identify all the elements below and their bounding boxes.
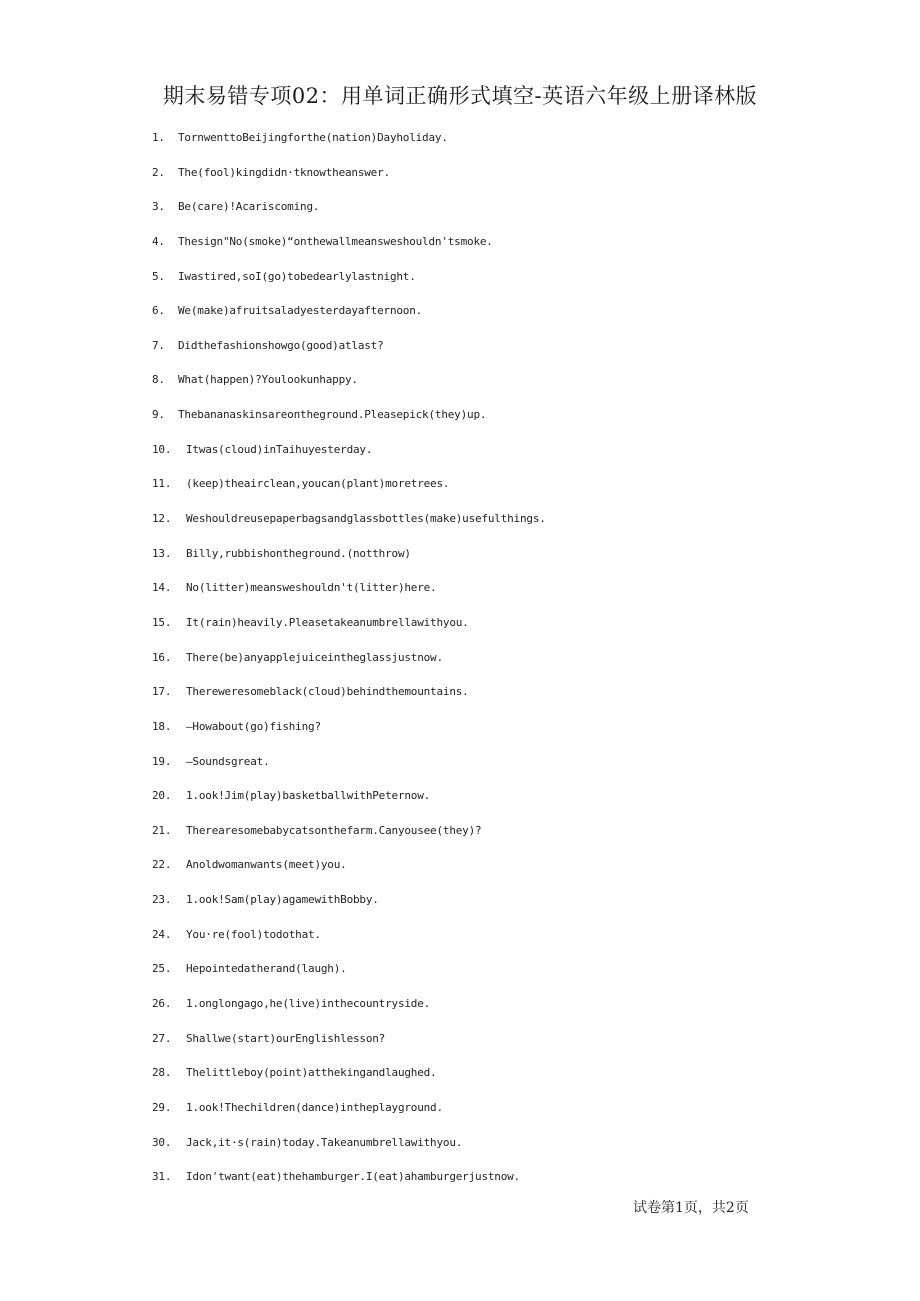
question-text: Thelittleboy(point)atthekingandlaughed. [186, 1066, 437, 1080]
page-footer: 试卷第1页，共2页 [633, 1200, 749, 1216]
question-text: Thesign"No(smoke)“onthewallmeansweshouldn'tsmoke. [178, 234, 493, 248]
question-number: 27. [152, 1031, 172, 1045]
question-number: 7. [152, 338, 165, 352]
question-number: 6. [152, 304, 165, 318]
question-text: TornwenttoBeijingforthe(nation)Dayholiday. [178, 131, 448, 144]
question-number: 29. [152, 1100, 172, 1114]
question-item [152, 443, 546, 478]
question-text: Hepointedatherand(laugh). [186, 962, 347, 976]
question-number: 1. [152, 131, 165, 144]
question-item [152, 373, 546, 408]
question-number: 3. [152, 200, 165, 214]
question-text: Iwastired,soI(go)tobedearlylastnight. [178, 269, 416, 283]
question-text: Billy,rubbishontheground.(notthrow) [186, 546, 411, 560]
question-item [152, 962, 546, 997]
question-item [152, 1032, 546, 1067]
question-item [152, 1066, 546, 1101]
question-text: Be(care)!Acariscoming. [178, 200, 320, 214]
question-number: 30. [152, 1135, 172, 1149]
question-text: 1.ook!Jim(play)basketballwithPeternow. [186, 789, 431, 803]
question-number: 16. [152, 650, 172, 664]
question-text: The(fool)kingdidn·tknowtheanswer. [178, 165, 390, 179]
question-text: Weshouldreusepaperbagsandglassbottles(make)usefulthings. [186, 512, 546, 526]
question-number: 10. [152, 442, 172, 456]
question-number: 8. [152, 373, 165, 387]
question-text: —Soundsgreat. [186, 754, 270, 768]
question-number: 25. [152, 962, 172, 976]
question-text: We(make)afruitsaladyesterdayafternoon. [178, 304, 423, 318]
question-number: 4. [152, 234, 165, 248]
question-text: There(be)anyapplejuiceintheglassjustnow. [186, 650, 443, 664]
question-item [152, 651, 546, 686]
question-item [152, 131, 546, 166]
question-number: 28. [152, 1066, 172, 1080]
question-text: Jack,it·s(rain)today.Takeanumbrellawithyou. [186, 1135, 463, 1149]
question-text: Therearesomebabycatsonthefarm.Canyousee(they)? [186, 823, 482, 837]
question-number: 12. [152, 512, 172, 526]
question-number: 2. [152, 165, 165, 179]
question-number: 14. [152, 581, 172, 595]
question-number: 13. [152, 546, 172, 560]
question-text: 1.ook!Sam(play)agamewithBobby. [186, 893, 379, 907]
question-item [152, 893, 546, 928]
question-item [152, 547, 546, 582]
page-title: 期末易错专项02：用单词正确形式填空-英语六年级上册译林版 [162, 84, 758, 108]
question-item [152, 477, 546, 512]
question-item [152, 789, 546, 824]
question-item [152, 1136, 546, 1171]
question-text: —Howabout(go)fishing? [186, 719, 321, 733]
question-number: 9. [152, 408, 165, 422]
question-number: 26. [152, 997, 172, 1011]
question-number: 31. [152, 1170, 172, 1184]
question-number: 18. [152, 719, 172, 733]
question-item [152, 685, 546, 720]
question-text: It(rain)heavily.Pleasetakeanumbrellawithyou. [186, 615, 469, 629]
question-text: You·re(fool)todothat. [186, 927, 321, 941]
question-number: 5. [152, 269, 165, 283]
question-item [152, 997, 546, 1032]
question-text: (keep)theairclean,youcan(plant)moretrees. [186, 477, 450, 491]
question-item [152, 339, 546, 374]
question-number: 11. [152, 477, 172, 491]
question-text: Itwas(cloud)inTaihuyesterday. [186, 442, 373, 456]
question-text: Idon'twant(eat)thehamburger.I(eat)ahamburgerjustnow. [186, 1170, 520, 1184]
question-text: 1.ook!Thechildren(dance)intheplayground. [186, 1100, 443, 1114]
question-item [152, 166, 546, 201]
question-list [152, 131, 546, 1205]
question-item [152, 200, 546, 235]
question-item [152, 928, 546, 963]
question-item [152, 512, 546, 547]
question-text: What(happen)?Youlookunhappy. [178, 373, 358, 387]
question-item [152, 304, 546, 339]
question-number: 23. [152, 893, 172, 907]
question-text: Anoldwomanwants(meet)you. [186, 858, 347, 872]
question-item [152, 858, 546, 893]
question-text: No(litter)meansweshouldn't(litter)here. [186, 581, 437, 595]
question-text: Didthefashionshowgo(good)atlast? [178, 338, 384, 352]
question-number: 24. [152, 927, 172, 941]
question-item [152, 270, 546, 305]
question-number: 17. [152, 685, 172, 699]
question-text: Thereweresomeblack(cloud)behindthemountains. [186, 685, 469, 699]
question-text: Thebananaskinsareontheground.Pleasepick(they)up. [178, 408, 487, 422]
question-item [152, 616, 546, 651]
question-number: 22. [152, 858, 172, 872]
question-item [152, 720, 546, 755]
question-item [152, 755, 546, 790]
question-number: 21. [152, 823, 172, 837]
question-item [152, 824, 546, 859]
question-number: 19. [152, 754, 172, 768]
question-item [152, 1101, 546, 1136]
question-item [152, 1170, 546, 1205]
question-item [152, 235, 546, 270]
question-item [152, 581, 546, 616]
question-item [152, 408, 546, 443]
question-number: 15. [152, 615, 172, 629]
question-text: Shallwe(start)ourEnglishlesson? [186, 1031, 386, 1045]
question-text: 1.onglongago,he(live)inthecountryside. [186, 997, 431, 1011]
question-number: 20. [152, 789, 172, 803]
